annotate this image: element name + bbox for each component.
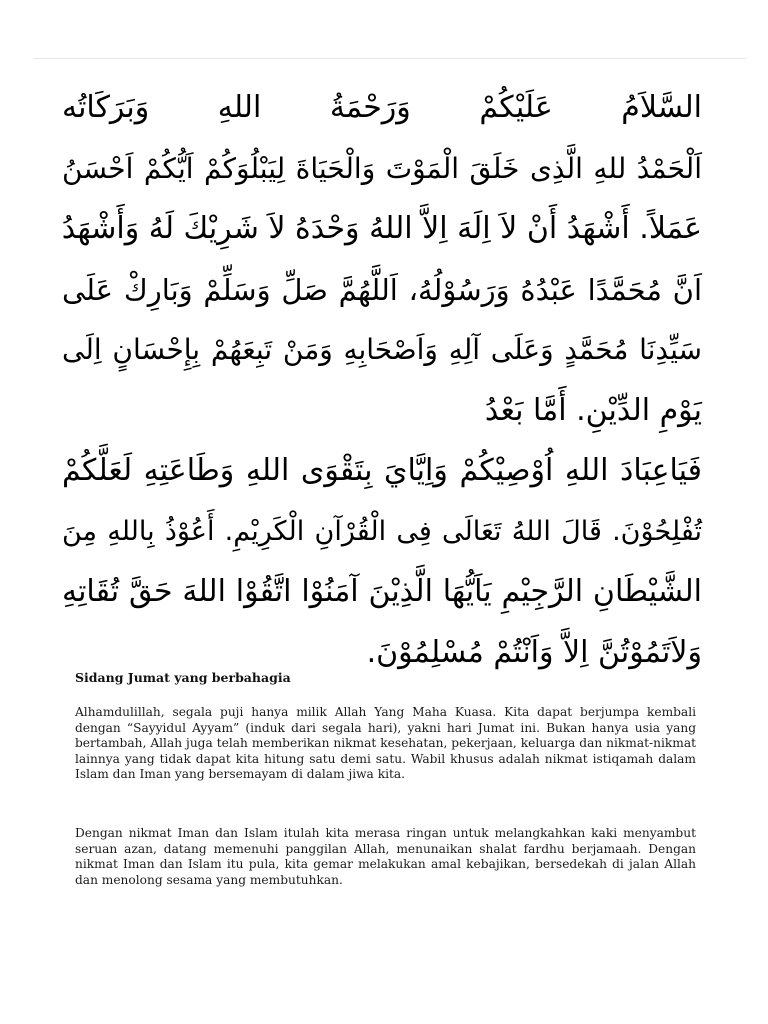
arabic-line: السَّلاَمُ عَلَيْكُمْ وَرَحْمَةُ اللهِ وَبَرَكَاتُه [62,90,702,125]
body-paragraph: Dengan nikmat Iman dan Islam itulah kita merasa ringan untuk melangkahkan kaki menyambut seruan azan, datang memenuhi panggilan Allah, menunaikan shalat fardhu berjamaah. Dengan nikmat Iman dan Islam itu pula, kita gemar melakukan amal kebajikan, bersedekah di jalan Allah dan menolong sesama yang membutuhkan. [75,826,696,887]
arabic-line: وَلاَتَمُوْتُنَّ اِلاَّ وَاَنْتُمْ مُسْلِمُوْنَ. [366,634,702,670]
arabic-line: عَمَلاً. أَشْهَدُ أَنْ لاَ اِلَهَ اِلاَّ اللهُ وَحْدَهُ لاَ شَرِيْكَ لَهُ وَأَشْهَدُ [61,211,702,246]
top-divider [34,58,746,59]
arabic-line: يَوْمِ الدِّيْنِ. أَمَّا بَعْدُ [484,392,702,428]
arabic-opening-prayer [62,78,702,683]
arabic-line: الشَّيْطَانِ الرَّجِيْمِ يَاَيُّهَا الَّذِيْنَ آمَنُوْا اتَّقُوْا اللهَ حَقَّ تُقَاتِهِ [62,574,702,609]
arabic-line: اَلْحَمْدُ للهِ الَّذِى خَلَقَ الْمَوْتَ وَالْحَيَاةَ لِيَبْلُوَكُمْ اَيُّكُمْ اَحْسَنُ [62,151,702,185]
arabic-line: اَنَّ مُحَمَّدًا عَبْدُهُ وَرَسُوْلُهُ، اَللَّهُمَّ صَلِّ وَسَلِّمْ وَبَارِكْ عَلَى [62,272,702,307]
section-heading: Sidang Jumat yang berbahagia [75,670,291,685]
arabic-line: سَيِّدِنَا مُحَمَّدٍ وَعَلَى آلِهِ وَاَصْحَابِهِ وَمَنْ تَبِعَهُمْ بِإِحْسَانٍ اِلَى [62,333,702,366]
arabic-line: تُفْلِحُوْنَ. قَالَ اللهُ تَعَالَى فِى الْقُرْآنِ الْكَرِيْمِ. أَعُوْذُ بِاللهِ مِنَ [62,515,702,547]
body-paragraph: Alhamdulillah, segala puji hanya milik Allah Yang Maha Kuasa. Kita dapat berjumpa kembali dengan “Sayyidul Ayyam” (induk dari segala hari), yakni hari Jumat ini. Bukan hanya usia yang bertambah, Allah juga telah memberikan nikmat kesehatan, pekerjaan, keluarga dan nikmat-nikmat lainnya yang tidak dapat kita hitung satu demi satu. Wabil khusus adalah nikmat istiqamah dalam Islam dan Iman yang bersemayam di dalam jiwa kita. [75,705,696,781]
arabic-line: فَيَاعِبَادَ اللهِ اُوْصِيْكُمْ وَاِيَّايَ بِتَقْوَى اللهِ وَطَاعَتِهِ لَعَلَّكُمْ [62,453,702,488]
